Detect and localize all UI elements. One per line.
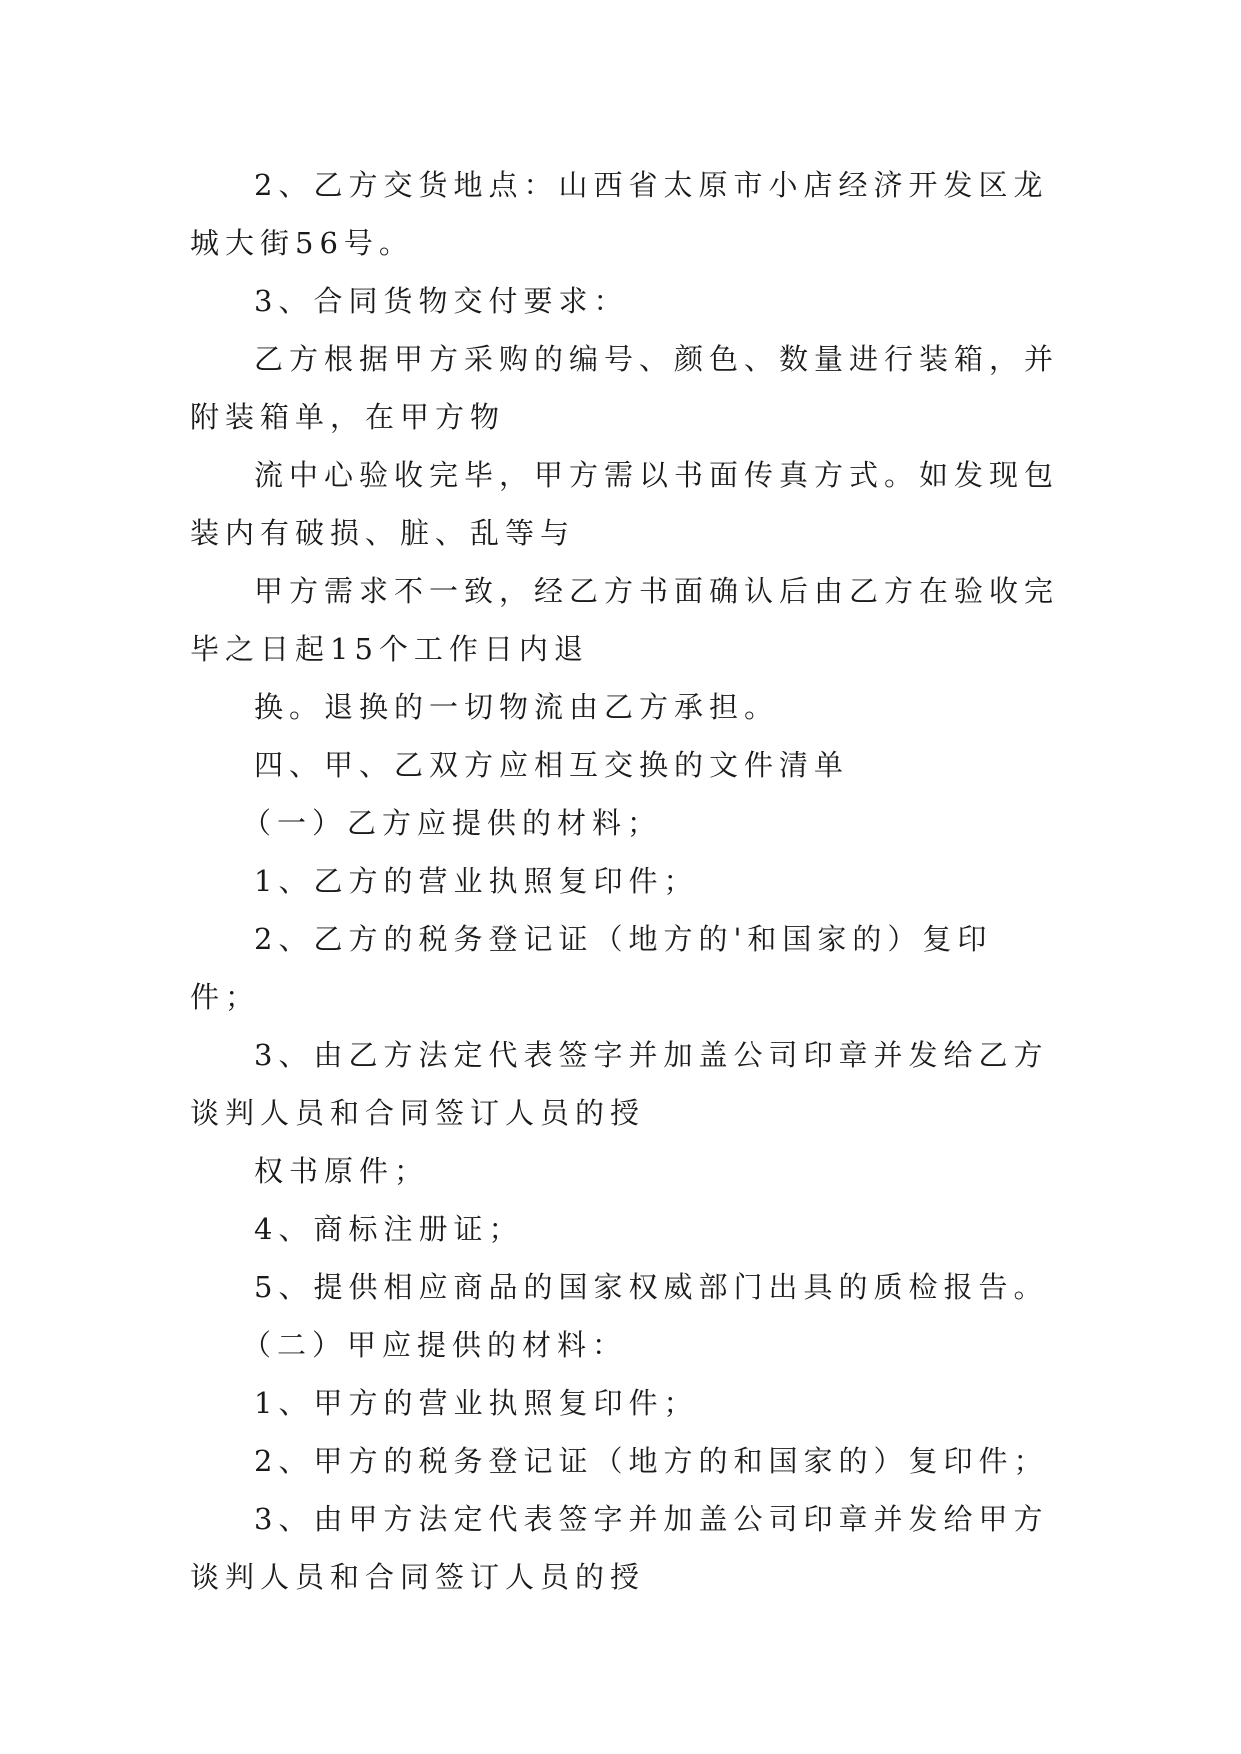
paragraph-packing: 乙方根据甲方采购的编号、颜色、数量进行装箱，并附装箱单，在甲方物 bbox=[190, 342, 1060, 434]
list-item-b-tax-registration: 2、乙方的税务登记证（地方的'和国家的）复印件； bbox=[190, 922, 993, 1014]
paragraph-inspection: 流中心验收完毕，甲方需以书面传真方式。如发现包装内有破损、脏、乱等与 bbox=[190, 458, 1060, 550]
list-item-b-quality-report: 5、提供相应商品的国家权威部门出具的质检报告。 bbox=[254, 1270, 1049, 1304]
section-heading-document-exchange: 四、甲、乙双方应相互交换的文件清单 bbox=[254, 748, 850, 782]
list-item-b-authorization-continued: 权书原件； bbox=[254, 1154, 430, 1188]
paragraph-delivery-location: 2、乙方交货地点：山西省太原市小店经济开发区龙城大街56号。 bbox=[190, 168, 1049, 260]
paragraph-return-period: 甲方需求不一致，经乙方书面确认后由乙方在验收完毕之日起15个工作日内退 bbox=[190, 574, 1060, 666]
subsection-heading-party-b-materials: （一）乙方应提供的材料； bbox=[242, 806, 663, 840]
list-item-a-tax-registration: 2、甲方的税务登记证（地方的和国家的）复印件； bbox=[254, 1444, 1049, 1478]
list-item-a-authorization: 3、由甲方法定代表签字并加盖公司印章并发给甲方谈判人员和合同签订人员的授 bbox=[190, 1502, 1049, 1594]
document-body bbox=[190, 156, 1060, 1606]
list-item-a-business-license: 1、甲方的营业执照复印件； bbox=[254, 1386, 699, 1420]
paragraph-delivery-requirements-heading: 3、合同货物交付要求： bbox=[254, 284, 629, 318]
paragraph-return-logistics: 换。退换的一切物流由乙方承担。 bbox=[254, 690, 780, 724]
list-item-b-business-license: 1、乙方的营业执照复印件； bbox=[254, 864, 699, 898]
subsection-heading-party-a-materials: （二）甲应提供的材料： bbox=[242, 1328, 628, 1362]
list-item-b-trademark: 4、商标注册证； bbox=[254, 1212, 524, 1246]
list-item-b-authorization: 3、由乙方法定代表签字并加盖公司印章并发给乙方谈判人员和合同签订人员的授 bbox=[190, 1038, 1049, 1130]
